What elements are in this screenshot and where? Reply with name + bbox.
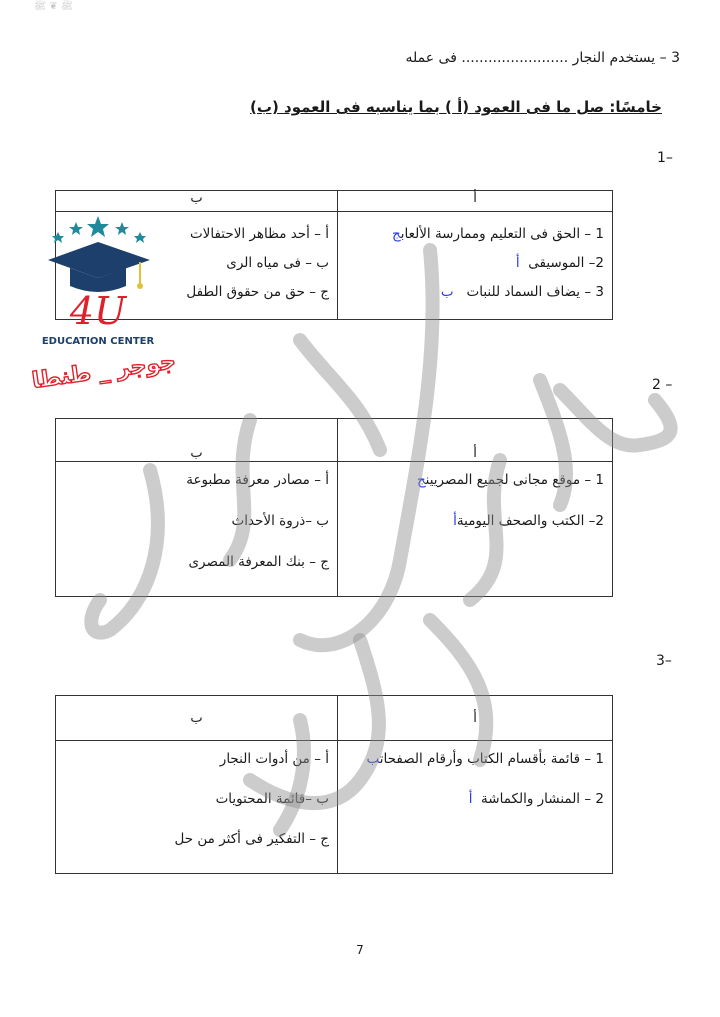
education-center-logo	[30, 212, 178, 394]
list-item: 1 – قائمة بأقسام الكتاب وأرقام الصفحاتب	[366, 751, 604, 767]
list-item: 2– الموسيقى أ	[515, 255, 604, 271]
column-b-header: ب	[56, 419, 338, 462]
section-heading: خامسًا: صل ما فى العمود (أ ) بما يناسبه فى العمود (ب)	[250, 98, 662, 116]
stars-icon	[52, 216, 146, 243]
matching-table-3	[55, 695, 613, 874]
column-a-header: أ	[338, 191, 613, 212]
list-item: أ – أحد مظاهر الاحتفالات	[189, 226, 329, 242]
table-1-number: 1–	[657, 150, 673, 166]
column-a-header: أ	[338, 419, 613, 462]
answer-letter: ج	[416, 472, 426, 488]
column-b-header: ب	[56, 696, 338, 741]
graduation-cap-icon	[48, 242, 150, 292]
column-b-header: ب	[56, 191, 338, 212]
list-item: 2 – المنشار والكماشة أ	[468, 791, 604, 807]
table-2-number: 2 –	[652, 377, 673, 393]
header-ornament: ﷺ ❦ ﷺ	[34, 1, 73, 12]
table-3-number: 3–	[656, 653, 672, 669]
brand-tagline: جوجر _ طنطا	[30, 349, 178, 394]
column-b-cell	[56, 462, 338, 597]
list-item: ب –ذروة الأحداث	[231, 513, 329, 529]
matching-table-2	[55, 418, 613, 597]
column-b-cell	[56, 741, 338, 874]
answer-letter: ب	[440, 284, 454, 300]
answer-letter: ب	[366, 751, 380, 767]
page-number: 7	[356, 943, 364, 957]
list-item: ج – بنك المعرفة المصرى	[188, 554, 329, 570]
list-item: ب –قائمة المحتويات	[215, 791, 329, 807]
answer-letter: أ	[468, 791, 473, 807]
list-item: أ – من أدوات النجار	[219, 751, 329, 767]
question-3-line: 3 – يستخدم النجار ........................ فى عمله	[405, 50, 680, 66]
list-item: 1 – موقع مجانى لجميع المصريينج	[416, 472, 604, 488]
column-a-header: أ	[338, 696, 613, 741]
list-item: 2– الكتب والصحف اليوميةأ	[453, 513, 604, 529]
answer-letter: أ	[515, 255, 520, 271]
answer-letter: ج	[391, 226, 401, 242]
list-item: ج – التفكير فى أكثر من حل	[174, 831, 329, 847]
list-item: 1 – الحق فى التعليم وممارسة الألعابج	[391, 226, 604, 242]
column-a-cell	[338, 462, 613, 597]
answer-letter: أ	[453, 513, 457, 529]
column-a-cell	[338, 741, 613, 874]
brand-name: EDUCATION CENTER	[41, 336, 155, 347]
list-item: ب – فى مياه الرى	[226, 255, 329, 271]
list-item: ج – حق من حقوق الطفل	[186, 284, 329, 300]
list-item: أ – مصادر معرفة مطبوعة	[186, 472, 329, 488]
column-a-cell	[338, 212, 613, 320]
brand-mark: 4U	[69, 289, 127, 333]
list-item: 3 – يضاف السماد للنبات ب	[440, 284, 604, 300]
